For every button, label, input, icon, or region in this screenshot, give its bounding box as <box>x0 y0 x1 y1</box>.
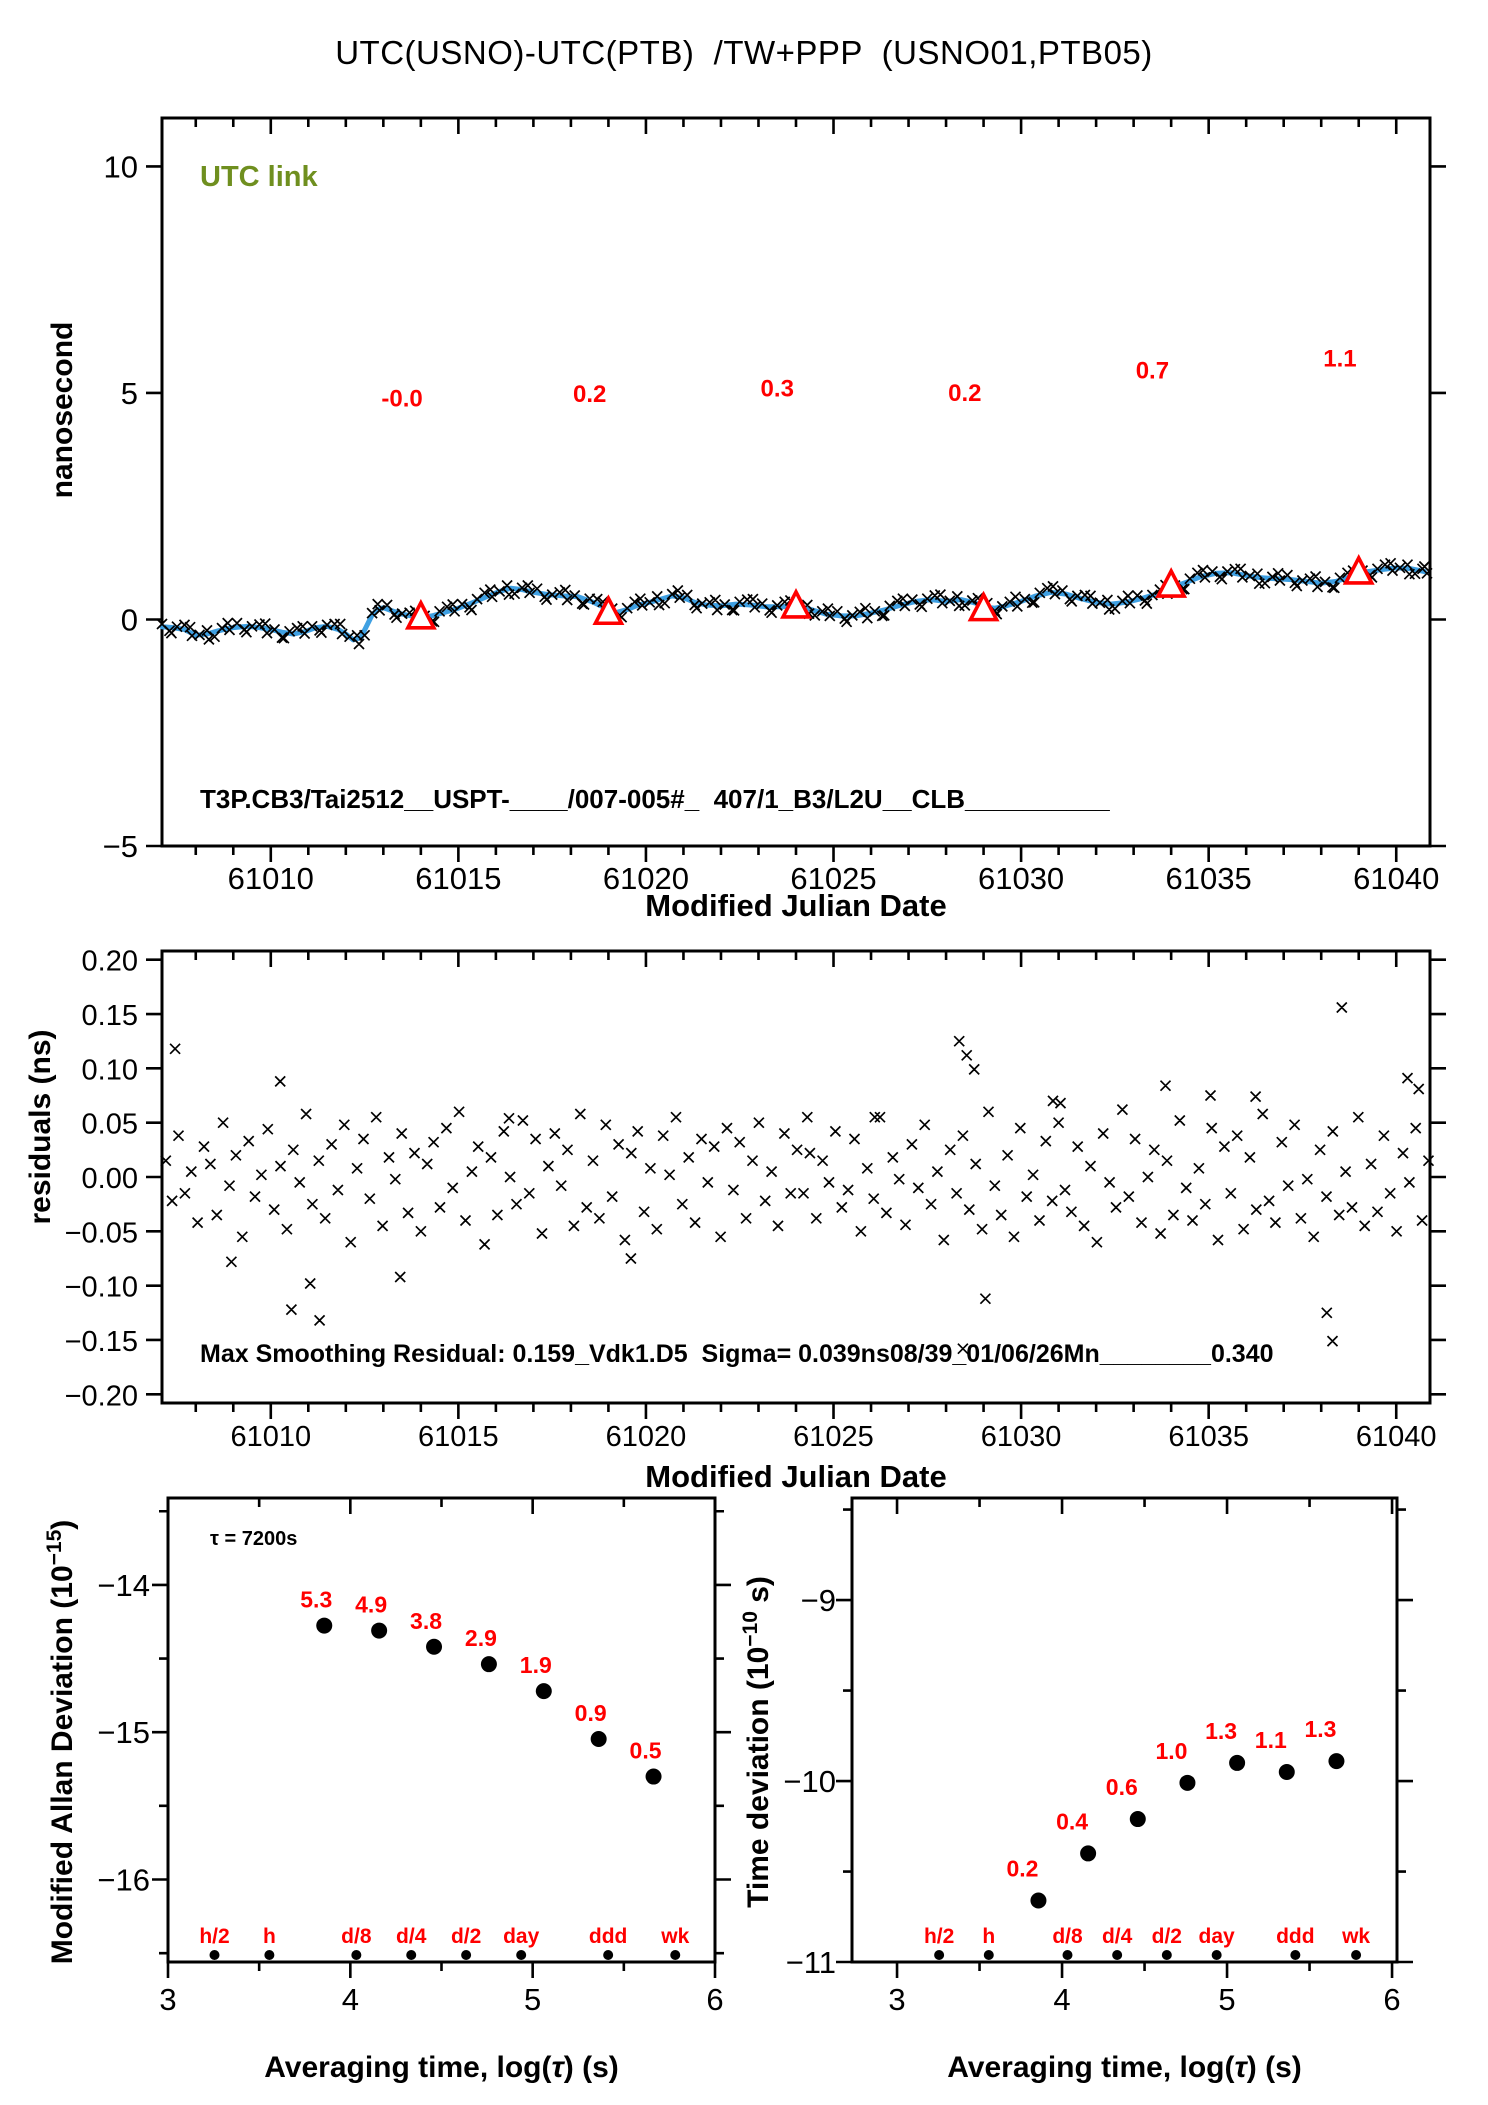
tdev-point <box>1130 1811 1146 1827</box>
y-tick-label: 0.05 <box>81 1108 138 1141</box>
axis-frame <box>162 118 1430 846</box>
tdev-point <box>1030 1892 1046 1908</box>
tdev-value-label: 1.1 <box>1254 1726 1287 1753</box>
page-title: UTC(USNO)-UTC(PTB) /TW+PPP (USNO01,PTB05) <box>335 34 1153 71</box>
x-tick-label: 5 <box>524 1982 542 2017</box>
x-tick-label: 6 <box>706 1982 724 2017</box>
tau-reference-label: h/2 <box>923 1925 955 1948</box>
mdev-value-label: 5.3 <box>300 1586 333 1613</box>
tdev-value-label: 0.2 <box>1006 1855 1039 1882</box>
tau-reference-label: h/2 <box>199 1925 230 1948</box>
mdev-point <box>371 1623 387 1639</box>
tau-reference-dot <box>406 1950 416 1960</box>
calibration-value-label: 1.1 <box>1323 345 1357 373</box>
tdev-value-label: 1.3 <box>1304 1716 1337 1743</box>
tdev-value-label: 0.6 <box>1105 1774 1138 1801</box>
tdev-point <box>1279 1764 1295 1780</box>
x-tick-label: 61040 <box>1355 1421 1437 1453</box>
y-tick-label: −0.15 <box>64 1325 138 1358</box>
y-tick-label: 10 <box>103 149 138 185</box>
mdev-point <box>316 1618 332 1634</box>
tau-reference-dot <box>670 1950 680 1960</box>
tau-reference-label: d/8 <box>341 1925 372 1948</box>
calibration-value-label: 0.2 <box>572 381 607 409</box>
y-tick-label: −0.10 <box>64 1271 138 1304</box>
x-tick-label: 3 <box>888 1982 906 2017</box>
tau-reference-dot <box>1290 1950 1300 1960</box>
x-tick-label: 5 <box>1218 1982 1236 2017</box>
tdev-point <box>1080 1845 1096 1861</box>
y-axis-title: nanosecond <box>46 321 79 499</box>
tau-reference-label: d/2 <box>1151 1925 1182 1948</box>
x-tick-label: 61035 <box>1165 861 1252 896</box>
axis-ticks <box>146 118 1446 862</box>
x-tick-label: 3 <box>159 1982 177 2017</box>
x-tick-label: 61025 <box>793 1421 874 1453</box>
tau-reference-label: day <box>503 1925 540 1948</box>
x-axis-title: Modified Julian Date <box>645 888 947 923</box>
y-tick-label: −0.05 <box>64 1217 138 1250</box>
x-tick-label: 61035 <box>1168 1421 1249 1453</box>
utc-link-panel <box>46 118 1446 923</box>
calibration-value-label: 0.7 <box>1135 357 1170 385</box>
mdev-point <box>646 1769 662 1785</box>
mdev-point <box>481 1656 497 1672</box>
axis-frame <box>168 1498 715 1962</box>
axis-frame <box>162 951 1430 1403</box>
y-tick-label: 0.10 <box>81 1054 138 1087</box>
tdev-value-label: 0.4 <box>1056 1808 1089 1835</box>
y-tick-label: −14 <box>97 1567 150 1603</box>
mdev-value-label: 1.9 <box>519 1652 552 1679</box>
tdev-value-label: 1.3 <box>1205 1717 1238 1744</box>
x-tick-label: 61030 <box>977 861 1065 896</box>
tau-reference-label: ddd <box>588 1925 628 1948</box>
y-tick-label: 5 <box>120 375 138 411</box>
x-tick-label: 4 <box>341 1982 359 2017</box>
tau-reference-label: d/4 <box>1101 1925 1133 1948</box>
residuals-panel <box>24 946 1446 1494</box>
calibration-value-label: -0.0 <box>381 385 423 413</box>
y-tick-label: −11 <box>785 1945 836 1980</box>
tau-reference-label: ddd <box>1276 1925 1315 1948</box>
y-tick-label: 0.20 <box>81 945 138 978</box>
x-tick-label: 61040 <box>1353 861 1440 896</box>
tau-reference-label: h <box>262 1925 276 1948</box>
x-tick-label: 61010 <box>230 1421 312 1453</box>
calibration-value-label: 0.2 <box>948 380 982 408</box>
y-axis-title: residuals (ns) <box>24 1029 57 1225</box>
tdev-point <box>1179 1775 1195 1791</box>
calibration-value-label: 0.3 <box>760 375 794 403</box>
mdev-point <box>591 1731 607 1747</box>
residual-stats-annotation: Max Smoothing Residual: 0.159_Vdk1.D5 Sigma= 0.039ns08/39_01/06/26Mn________0.340 <box>200 1340 1274 1368</box>
residual-scatter <box>161 1003 1434 1354</box>
mdev-value-label: 0.5 <box>629 1737 662 1764</box>
x-tick-label: 61010 <box>227 861 314 896</box>
x-tick-label: 61030 <box>980 1421 1062 1453</box>
y-tick-label: −9 <box>800 1583 836 1619</box>
tau-reference-dot <box>984 1950 994 1960</box>
mdev-value-label: 3.8 <box>410 1607 443 1634</box>
y-tick-label: 0 <box>120 602 138 638</box>
x-axis-title: Averaging time, log(τ) (s) <box>264 2051 619 2084</box>
tau-note: τ = 7200s <box>210 1528 298 1550</box>
tau-reference-dot <box>516 1950 526 1960</box>
tau-reference-label: h <box>982 1925 996 1948</box>
x-tick-label: 6 <box>1383 1982 1401 2017</box>
y-tick-label: −15 <box>97 1715 150 1751</box>
tdev-value-label: 1.0 <box>1155 1737 1188 1764</box>
tau-reference-label: wk <box>1342 1925 1371 1948</box>
x-tick-label: 61020 <box>605 1421 687 1453</box>
utc-link-label: UTC link <box>200 161 318 193</box>
y-tick-label: −5 <box>102 829 138 864</box>
y-axis-title: Time deviation ($10^{-10}$ s) <box>739 1576 775 1908</box>
mdev-point <box>426 1639 442 1655</box>
tau-reference-dot <box>461 1950 471 1960</box>
link-config-annotation: T3P.CB3/Tai2512__USPT-____/007-005#_ 407/1_B3/L2U__CLB__________ <box>200 784 1110 814</box>
y-tick-label: −16 <box>97 1862 150 1898</box>
tau-reference-dot <box>1112 1950 1122 1960</box>
x-tick-label: 61015 <box>415 861 502 896</box>
mdev-point <box>536 1683 552 1699</box>
y-tick-label: 0.15 <box>81 1000 138 1033</box>
tau-reference-dot <box>1062 1950 1072 1960</box>
tau-reference-label: day <box>1198 1925 1235 1948</box>
tau-reference-label: d/8 <box>1052 1925 1083 1948</box>
x-axis-title: Modified Julian Date <box>645 1459 947 1494</box>
tau-reference-dot <box>351 1950 361 1960</box>
y-axis-title: Modified Allan Deviation $(10^{-15})$ <box>43 1519 79 1965</box>
x-axis-title: Averaging time, log(τ) (s) <box>947 2051 1302 2084</box>
mdev-panel <box>43 1498 731 2084</box>
y-tick-label: −10 <box>783 1764 836 1800</box>
tau-reference-label: d/4 <box>396 1925 427 1948</box>
mdev-value-label: 2.9 <box>464 1625 497 1652</box>
mdev-value-label: 4.9 <box>355 1591 388 1618</box>
tau-reference-dot <box>934 1950 944 1960</box>
x-tick-label: 61015 <box>418 1421 499 1453</box>
tau-reference-dot <box>209 1950 219 1960</box>
x-tick-label: 4 <box>1053 1982 1071 2017</box>
tau-reference-dot <box>1351 1950 1361 1960</box>
tdev-panel <box>739 1498 1413 2084</box>
tau-reference-dot <box>1212 1950 1222 1960</box>
y-tick-label: −0.20 <box>64 1380 138 1413</box>
x-tick-label: 61020 <box>602 861 690 896</box>
mdev-value-label: 0.9 <box>574 1699 607 1726</box>
tau-reference-label: d/2 <box>450 1925 482 1948</box>
tdev-point <box>1229 1755 1245 1771</box>
tau-reference-dot <box>264 1950 274 1960</box>
x-tick-label: 61025 <box>790 861 877 896</box>
tdev-point <box>1328 1753 1344 1769</box>
tau-reference-label: wk <box>661 1925 690 1948</box>
tau-reference-dot <box>1162 1950 1172 1960</box>
y-tick-label: 0.00 <box>81 1163 138 1195</box>
tau-reference-dot <box>603 1950 613 1960</box>
